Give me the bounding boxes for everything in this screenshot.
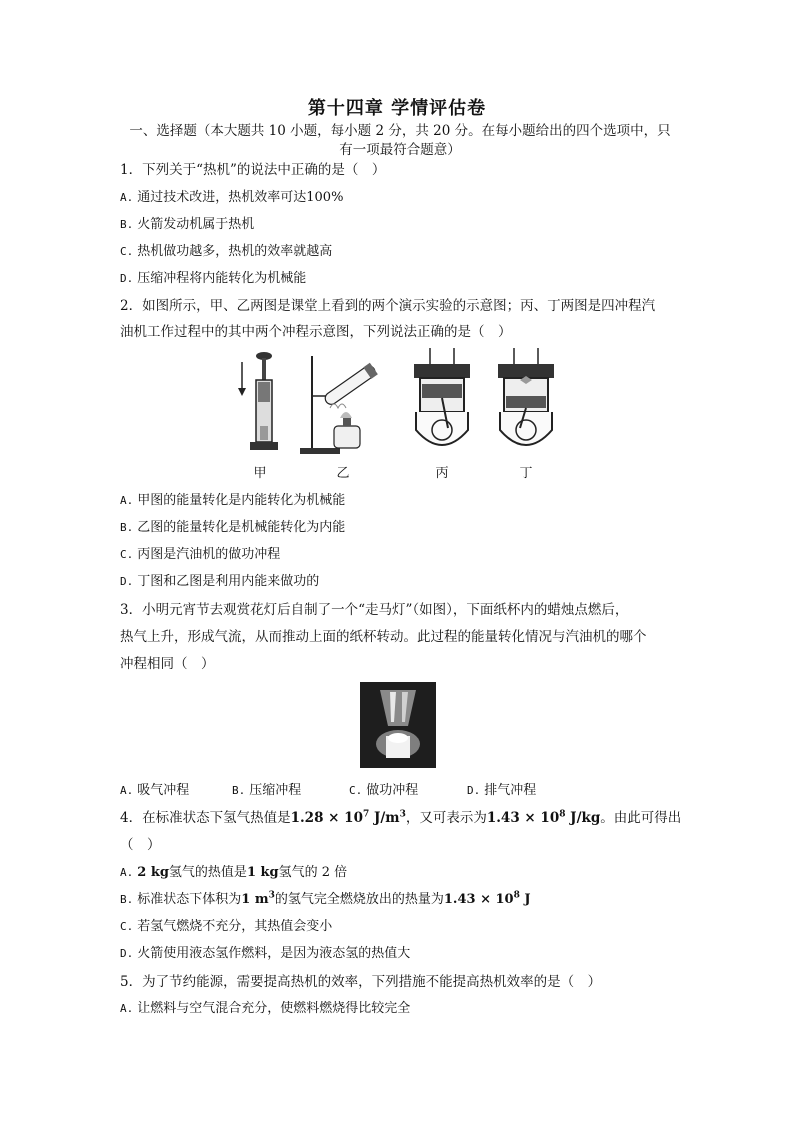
q2-option-c [120, 543, 280, 562]
q3-option-c-text: 做功冲程 [366, 783, 419, 798]
q2-stem-line2: 油机工作过程中的其中两个冲程示意图，下列说法正确的是（ ） [120, 324, 512, 340]
q2-figure [230, 348, 570, 480]
q5-option-a-text: 让燃料与空气混合充分，使燃料燃烧得比较完全 [137, 1001, 411, 1016]
figure-label-ding: 丁 [519, 466, 533, 481]
q3-option-c [349, 779, 467, 798]
q2-option-c-key: C. [120, 548, 134, 561]
figure-label-yi: 乙 [336, 466, 350, 481]
q1-option-c [120, 240, 332, 259]
q4-value2-base: 1.43 × 10 [486, 810, 560, 826]
q1-option-a [120, 186, 343, 205]
page-title: 第十四章 学情评估卷 [307, 98, 487, 119]
q3-option-d-text: 排气冲程 [484, 783, 537, 798]
q1-option-a-key: A. [120, 191, 134, 204]
q1-option-d [120, 267, 306, 286]
q2-option-a-key: A. [120, 494, 134, 507]
q2-stem-line1: 2．如图所示，甲、乙两图是课堂上看到的两个演示实验的示意图；丙、丁两图是四冲程汽 [120, 298, 656, 314]
q4-option-b-heat-exp: 8 [513, 890, 520, 901]
q2-option-b-text: 乙图的能量转化是机械能转化为内能 [137, 520, 346, 535]
q2-option-c-text: 丙图是汽油机的做功冲程 [137, 547, 281, 562]
q1-option-d-text: 压缩冲程将内能转化为机械能 [137, 271, 307, 286]
q4-value1-unit: J/m [369, 810, 400, 826]
q4-stem-line1 [120, 806, 681, 826]
q4-option-a-post: 氢气的 2 倍 [278, 865, 348, 880]
q3-option-c-key: C. [349, 784, 363, 797]
q4-value1-base: 1.28 × 10 [290, 810, 363, 826]
q1-option-b-text: 火箭发动机属于热机 [137, 217, 255, 232]
q2-option-a [120, 489, 345, 508]
q4-option-c-key: C. [120, 920, 134, 933]
q4-option-b-volume [241, 892, 275, 907]
q2-option-b-key: B. [120, 521, 134, 534]
q4-option-b-heat [444, 892, 531, 907]
q4-option-a-mass2: 1 kg [246, 865, 279, 880]
compression-syringe-figure [234, 348, 280, 458]
q1-option-a-text: 通过技术改进，热机效率可达100% [137, 190, 344, 205]
q4-stem-b: ，又可表示为 [405, 810, 487, 826]
q4-value2 [487, 810, 600, 826]
q4-option-b-volume-base: 1 m [241, 892, 269, 907]
q4-value1 [291, 810, 406, 826]
q3-option-d [467, 779, 536, 798]
q1-option-c-text: 热机做功越多，热机的效率就越高 [137, 244, 333, 259]
q1-option-d-key: D. [120, 272, 134, 285]
q2-option-a-text: 甲图的能量转化是内能转化为机械能 [137, 493, 346, 508]
q3-option-a-text: 吸气冲程 [137, 783, 190, 798]
engine-stroke-c-figure [408, 348, 476, 458]
q4-option-d-key: D. [120, 947, 134, 960]
q3-stem-line3: 冲程相同（ ） [120, 656, 215, 672]
q3-stem-line2: 热气上升，形成气流，从而推动上面的纸杯转动。此过程的能量转化情况与汽油机的哪个 [120, 629, 647, 645]
section-heading [120, 122, 680, 160]
q5-option-a [120, 997, 410, 1016]
section-heading-line1: 一、选择题（本大题共 10 小题，每小题 2 分，共 20 分。在每小题给出的四个选项中，只 [129, 123, 671, 139]
section-heading-line2: 有一项最符合题意） [339, 142, 461, 158]
engine-stroke-d-figure [492, 348, 560, 458]
q4-option-b-volume-exp: 3 [268, 890, 275, 901]
q4-option-c-text: 若氢气燃烧不充分，其热值会变小 [137, 919, 333, 934]
q4-stem-line2: （ ） [120, 837, 161, 853]
q5-stem: 5．为了节约能源，需要提高热机的效率，下列措施不能提高热机效率的是（ ） [120, 974, 602, 990]
q3-option-b [232, 779, 349, 798]
q4-option-a-mass1: 2 kg [137, 865, 169, 880]
q1-option-c-key: C. [120, 245, 134, 258]
q4-option-b-heat-unit: J [519, 892, 531, 907]
q3-stem-line1: 3．小明元宵节去观赏花灯后自制了一个“走马灯”（如图），下面纸杯内的蜡烛点燃后， [120, 602, 629, 618]
q5-option-a-key: A. [120, 1002, 134, 1015]
q1-option-b [120, 213, 254, 232]
q1-stem: 1．下列关于“热机”的说法中正确的是（ ） [120, 162, 386, 178]
q4-value1-exp: 7 [362, 809, 370, 820]
q4-option-b-mid: 的氢气完全燃烧放出的热量为 [274, 892, 444, 907]
q3-option-d-key: D. [467, 784, 481, 797]
q3-option-a [120, 779, 232, 798]
q4-option-c [120, 915, 332, 934]
q2-option-b [120, 516, 345, 535]
q4-stem-a: 4．在标准状态下氢气热值是 [120, 810, 291, 826]
q3-option-b-key: B. [232, 784, 246, 797]
trotting-horse-lantern-image [360, 682, 436, 768]
q4-option-b-key: B. [120, 893, 134, 906]
q4-option-a-mid: 氢气的热值是 [168, 865, 247, 880]
q2-option-d-text: 丁图和乙图是利用内能来做功的 [137, 574, 320, 589]
q4-option-a-key: A. [120, 866, 134, 879]
q4-option-b-pre: 标准状态下体积为 [137, 892, 242, 907]
q4-option-b [120, 888, 531, 907]
q2-option-d [120, 570, 319, 589]
q4-option-d-text: 火箭使用液态氢作燃料，是因为液态氢的热值大 [137, 946, 411, 961]
q4-value1-unit-exp: 3 [399, 809, 406, 820]
heated-test-tube-figure [296, 348, 382, 458]
q1-option-b-key: B. [120, 218, 134, 231]
q4-option-d [120, 942, 410, 961]
q4-value2-exp: 8 [559, 809, 566, 820]
q3-options [120, 779, 536, 798]
q4-value2-unit: J/kg [565, 810, 601, 826]
q4-option-a [120, 861, 347, 880]
lantern-photo [360, 682, 436, 768]
q3-option-b-text: 压缩冲程 [249, 783, 302, 798]
q3-option-a-key: A. [120, 784, 134, 797]
q2-option-d-key: D. [120, 575, 134, 588]
figure-label-jia: 甲 [253, 466, 267, 481]
q4-option-b-heat-base: 1.43 × 10 [443, 892, 514, 907]
figure-label-bing: 丙 [435, 466, 449, 481]
q4-stem-c: 。由此可得出 [600, 810, 682, 826]
